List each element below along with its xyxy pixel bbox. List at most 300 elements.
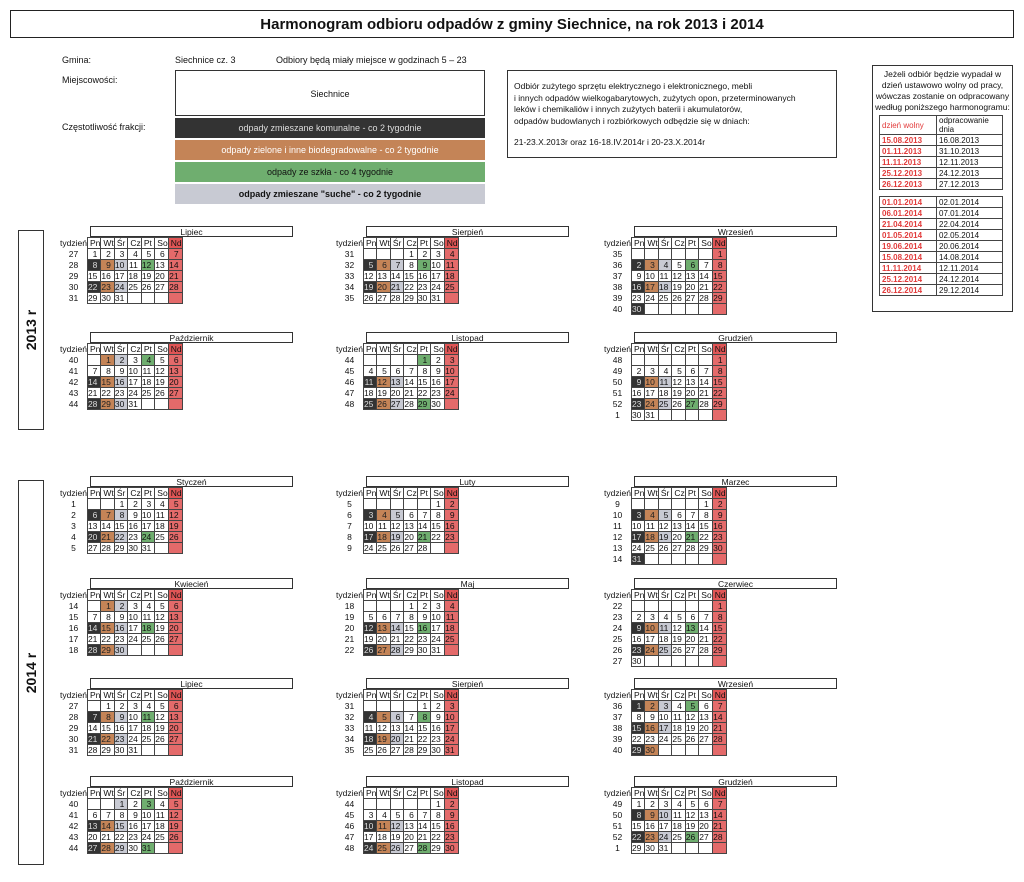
day-cell: 25 xyxy=(444,634,458,645)
day-cell: 23 xyxy=(417,282,430,293)
week-number: 18 xyxy=(344,601,355,611)
day-cell: 10 xyxy=(141,810,154,821)
day-cell: 21 xyxy=(685,532,698,543)
day-cell: 15 xyxy=(101,723,114,734)
month-grid xyxy=(336,343,459,410)
day-cell: 23 xyxy=(444,532,458,543)
day-cell: 19 xyxy=(377,388,390,399)
weekday-label: Pt xyxy=(685,488,698,499)
weekday-label: Pt xyxy=(141,690,154,701)
day-cell: 29 xyxy=(712,399,726,410)
weekday-label: Nd xyxy=(444,788,458,799)
weekday-label: Wt xyxy=(101,690,114,701)
weekday-label: Wt xyxy=(377,788,390,799)
day-cell: 27 xyxy=(699,734,712,745)
day-cell: 15 xyxy=(101,377,114,388)
day-cell: 18 xyxy=(645,532,658,543)
day-cell xyxy=(363,355,376,366)
week-number: 27 xyxy=(68,249,79,259)
day-cell: 4 xyxy=(658,366,671,377)
day-cell: 13 xyxy=(404,821,417,832)
day-cell xyxy=(672,410,685,421)
fraction-bio-bar: odpady zielone i inne biodegradowalne - co 2 tygodnie xyxy=(175,140,485,160)
day-cell: 19 xyxy=(672,282,685,293)
day-cell: 31 xyxy=(141,843,154,854)
weekday-label: Cz xyxy=(672,344,685,355)
day-cell: 16 xyxy=(631,282,644,293)
day-cell: 8 xyxy=(431,810,444,821)
day-cell: 25 xyxy=(658,645,671,656)
week-column-header: tydzień xyxy=(604,788,631,798)
day-cell: 27 xyxy=(155,282,168,293)
month-name: Czerwiec xyxy=(634,578,837,589)
week-row xyxy=(604,601,726,612)
day-cell: 22 xyxy=(712,388,726,399)
day-cell: 18 xyxy=(155,521,168,532)
day-cell: 28 xyxy=(404,745,417,756)
day-cell: 17 xyxy=(444,377,458,388)
holiday-workday: 12.11.2014 xyxy=(937,263,1003,274)
info-line: Odbiór zużytego sprzętu elektrycznego i elektronicznego, mebli xyxy=(514,81,753,91)
week-number: 4 xyxy=(71,532,76,542)
day-cell xyxy=(685,499,698,510)
day-cell: 16 xyxy=(417,271,430,282)
holiday-row xyxy=(880,146,1003,157)
day-cell xyxy=(377,249,390,260)
day-cell: 26 xyxy=(390,543,403,554)
day-cell: 11 xyxy=(658,623,671,634)
gmina-value: Siechnice cz. 3 xyxy=(175,55,236,65)
week-row xyxy=(604,734,726,745)
day-cell: 29 xyxy=(631,843,644,854)
day-cell: 17 xyxy=(363,832,376,843)
holiday-row xyxy=(880,135,1003,146)
weekday-label: Śr xyxy=(658,590,671,601)
day-cell: 3 xyxy=(645,366,658,377)
hours-text: Odbiory będą miały miejsce w godzinach 5 – 23 xyxy=(276,55,467,65)
weekday-header xyxy=(604,238,726,249)
week-row xyxy=(336,521,458,532)
holiday-note: Jeżeli odbiór będzie wypadał w dzień ustawowo wolny od pracy, wówczas zostanie on odpracowany według poniższego harmonogramu: xyxy=(875,69,1010,112)
day-cell: 29 xyxy=(114,843,127,854)
weekday-label: So xyxy=(699,238,712,249)
day-cell: 14 xyxy=(87,623,100,634)
day-cell: 7 xyxy=(699,612,712,623)
day-cell: 3 xyxy=(141,499,154,510)
day-cell xyxy=(699,410,712,421)
day-cell: 13 xyxy=(390,723,403,734)
day-cell: 1 xyxy=(404,601,417,612)
day-cell xyxy=(699,355,712,366)
day-cell xyxy=(363,249,376,260)
week-number: 15 xyxy=(68,612,79,622)
day-cell: 23 xyxy=(431,734,444,745)
weekday-label: So xyxy=(699,690,712,701)
weekday-label: Nd xyxy=(712,344,726,355)
day-cell: 20 xyxy=(685,388,698,399)
day-cell: 22 xyxy=(417,734,430,745)
holiday-day-off: 01.01.2014 xyxy=(880,197,937,208)
week-row xyxy=(604,510,726,521)
weekday-label: Pn xyxy=(631,690,644,701)
day-cell xyxy=(631,499,644,510)
week-number: 41 xyxy=(68,810,79,820)
day-cell xyxy=(645,249,658,260)
day-cell: 23 xyxy=(712,532,726,543)
day-cell xyxy=(658,601,671,612)
day-cell: 25 xyxy=(658,293,671,304)
day-cell: 27 xyxy=(168,634,182,645)
day-cell: 11 xyxy=(141,612,154,623)
day-cell xyxy=(672,745,685,756)
day-cell: 3 xyxy=(431,249,444,260)
week-row xyxy=(604,499,726,510)
week-number: 17 xyxy=(68,634,79,644)
day-cell: 15 xyxy=(712,623,726,634)
day-cell: 16 xyxy=(431,377,444,388)
holiday-day-off: 21.04.2014 xyxy=(880,219,937,230)
day-cell: 26 xyxy=(672,399,685,410)
day-cell xyxy=(631,355,644,366)
day-cell: 30 xyxy=(114,645,127,656)
holiday-day-off: 06.01.2014 xyxy=(880,208,937,219)
week-number: 44 xyxy=(344,799,355,809)
day-cell: 16 xyxy=(444,821,458,832)
day-cell: 2 xyxy=(645,799,658,810)
day-cell: 18 xyxy=(658,282,671,293)
weekday-label: Cz xyxy=(128,690,141,701)
week-row xyxy=(60,623,182,634)
week-row xyxy=(604,623,726,634)
week-number: 42 xyxy=(68,377,79,387)
day-cell: 27 xyxy=(390,399,403,410)
day-cell: 26 xyxy=(168,832,182,843)
week-number: 19 xyxy=(344,612,355,622)
day-cell: 20 xyxy=(699,821,712,832)
day-cell: 12 xyxy=(155,612,168,623)
week-number: 3 xyxy=(71,521,76,531)
day-cell: 19 xyxy=(363,282,376,293)
day-cell xyxy=(658,656,671,667)
week-row xyxy=(604,377,726,388)
day-cell: 30 xyxy=(631,410,644,421)
day-cell: 14 xyxy=(101,521,114,532)
week-column-header: tydzień xyxy=(60,690,87,700)
day-cell: 30 xyxy=(114,399,127,410)
week-number: 12 xyxy=(612,532,623,542)
week-number: 31 xyxy=(344,701,355,711)
day-cell: 25 xyxy=(658,399,671,410)
weekday-header xyxy=(604,488,726,499)
weekday-label: Pn xyxy=(363,690,376,701)
week-row xyxy=(604,843,726,854)
weekday-label: Śr xyxy=(390,590,403,601)
weekday-label: Wt xyxy=(101,590,114,601)
weekday-label: Cz xyxy=(672,488,685,499)
week-row xyxy=(336,601,458,612)
day-cell xyxy=(87,799,100,810)
day-cell xyxy=(390,601,403,612)
day-cell xyxy=(87,701,100,712)
month-name: Sierpień xyxy=(366,678,569,689)
day-cell: 11 xyxy=(363,377,376,388)
week-number: 11 xyxy=(613,521,622,531)
month-grid xyxy=(60,487,183,554)
day-cell xyxy=(168,843,182,854)
day-cell: 7 xyxy=(699,366,712,377)
day-cell: 20 xyxy=(685,634,698,645)
day-cell: 1 xyxy=(87,249,100,260)
weekday-label: Nd xyxy=(168,590,182,601)
day-cell xyxy=(87,355,100,366)
day-cell: 22 xyxy=(431,532,444,543)
day-cell: 13 xyxy=(168,612,182,623)
day-cell: 5 xyxy=(672,260,685,271)
week-row xyxy=(604,612,726,623)
day-cell: 12 xyxy=(377,377,390,388)
weekday-label: Nd xyxy=(444,488,458,499)
year-2014-label: 2014 r xyxy=(18,480,44,865)
week-row xyxy=(336,612,458,623)
weekday-label: Pt xyxy=(141,488,154,499)
day-cell: 15 xyxy=(114,521,127,532)
weekday-label: Wt xyxy=(101,788,114,799)
day-cell: 22 xyxy=(417,388,430,399)
weekday-header xyxy=(336,488,458,499)
day-cell: 14 xyxy=(699,377,712,388)
week-row xyxy=(60,745,182,756)
weekday-label: So xyxy=(431,690,444,701)
day-cell: 26 xyxy=(155,388,168,399)
day-cell: 22 xyxy=(101,634,114,645)
day-cell: 23 xyxy=(431,388,444,399)
day-cell: 28 xyxy=(390,645,403,656)
day-cell: 30 xyxy=(631,304,644,315)
day-cell: 12 xyxy=(168,510,182,521)
day-cell: 2 xyxy=(631,366,644,377)
weekday-header xyxy=(60,238,182,249)
day-cell: 7 xyxy=(101,810,114,821)
day-cell: 4 xyxy=(141,601,154,612)
day-cell: 14 xyxy=(87,377,100,388)
week-column-header: tydzień xyxy=(60,488,87,498)
day-cell: 25 xyxy=(672,832,685,843)
day-cell: 29 xyxy=(404,293,417,304)
month-grid xyxy=(60,589,183,656)
week-row xyxy=(604,260,726,271)
day-cell: 26 xyxy=(363,645,376,656)
month-grid xyxy=(604,589,727,667)
day-cell xyxy=(645,601,658,612)
day-cell: 8 xyxy=(404,260,417,271)
day-cell: 6 xyxy=(377,612,390,623)
week-row xyxy=(60,521,182,532)
day-cell xyxy=(631,249,644,260)
day-cell: 9 xyxy=(128,810,141,821)
day-cell xyxy=(141,293,154,304)
day-cell: 15 xyxy=(631,821,644,832)
day-cell: 24 xyxy=(631,543,644,554)
day-cell: 13 xyxy=(672,521,685,532)
day-cell: 23 xyxy=(417,634,430,645)
weekday-label: Cz xyxy=(672,238,685,249)
month-name: Lipiec xyxy=(90,226,293,237)
day-cell: 5 xyxy=(363,612,376,623)
day-cell: 26 xyxy=(685,832,698,843)
day-cell: 27 xyxy=(87,843,100,854)
weekday-label: Pn xyxy=(87,488,100,499)
weekday-header xyxy=(60,488,182,499)
day-cell xyxy=(712,843,726,854)
weekday-label: Pt xyxy=(141,590,154,601)
holiday-row xyxy=(880,116,1003,135)
day-cell xyxy=(377,601,390,612)
week-number: 20 xyxy=(344,623,355,633)
day-cell: 4 xyxy=(155,499,168,510)
week-row xyxy=(336,293,458,304)
holiday-day-off: 25.12.2014 xyxy=(880,274,937,285)
day-cell: 31 xyxy=(128,745,141,756)
day-cell xyxy=(712,410,726,421)
day-cell: 17 xyxy=(631,532,644,543)
day-cell: 24 xyxy=(128,734,141,745)
day-cell: 10 xyxy=(128,712,141,723)
week-row xyxy=(336,510,458,521)
day-cell: 19 xyxy=(685,723,698,734)
day-cell: 24 xyxy=(444,388,458,399)
day-cell: 13 xyxy=(87,821,100,832)
day-cell: 17 xyxy=(128,377,141,388)
day-cell: 22 xyxy=(101,734,114,745)
weekday-label: Cz xyxy=(404,488,417,499)
day-cell: 1 xyxy=(114,499,127,510)
day-cell: 8 xyxy=(114,510,127,521)
day-cell: 25 xyxy=(141,634,154,645)
day-cell: 24 xyxy=(363,543,376,554)
holiday-workday: 12.11.2013 xyxy=(937,157,1003,168)
day-cell: 15 xyxy=(431,821,444,832)
week-number: 31 xyxy=(68,293,79,303)
day-cell: 22 xyxy=(631,832,644,843)
day-cell: 11 xyxy=(377,521,390,532)
day-cell: 19 xyxy=(155,723,168,734)
week-row xyxy=(604,832,726,843)
day-cell: 14 xyxy=(390,271,403,282)
day-cell: 17 xyxy=(645,388,658,399)
week-number: 49 xyxy=(612,799,623,809)
day-cell xyxy=(631,601,644,612)
week-number: 5 xyxy=(71,543,76,553)
weekday-label: Nd xyxy=(712,788,726,799)
day-cell: 20 xyxy=(390,388,403,399)
day-cell: 31 xyxy=(631,554,644,565)
day-cell: 30 xyxy=(431,745,444,756)
day-cell: 17 xyxy=(141,521,154,532)
day-cell: 22 xyxy=(699,532,712,543)
weekday-header xyxy=(336,590,458,601)
day-cell: 26 xyxy=(155,734,168,745)
weekday-label: Cz xyxy=(128,488,141,499)
day-cell: 27 xyxy=(87,543,100,554)
day-cell xyxy=(699,656,712,667)
weekday-label: So xyxy=(155,690,168,701)
day-cell: 2 xyxy=(417,601,430,612)
day-cell: 24 xyxy=(431,282,444,293)
day-cell: 4 xyxy=(141,701,154,712)
day-cell: 7 xyxy=(685,510,698,521)
day-cell: 9 xyxy=(417,612,430,623)
week-number: 45 xyxy=(344,810,355,820)
day-cell: 1 xyxy=(101,701,114,712)
day-cell: 6 xyxy=(390,712,403,723)
day-cell xyxy=(431,543,444,554)
day-cell: 12 xyxy=(672,271,685,282)
day-cell: 5 xyxy=(155,601,168,612)
day-cell: 31 xyxy=(128,399,141,410)
day-cell: 6 xyxy=(390,366,403,377)
day-cell xyxy=(672,656,685,667)
day-cell: 5 xyxy=(155,701,168,712)
day-cell: 28 xyxy=(87,745,100,756)
day-cell: 16 xyxy=(417,623,430,634)
day-cell: 24 xyxy=(141,832,154,843)
week-number: 40 xyxy=(68,799,79,809)
day-cell xyxy=(658,745,671,756)
day-cell xyxy=(168,399,182,410)
week-row xyxy=(336,366,458,377)
day-cell: 13 xyxy=(685,623,698,634)
day-cell: 3 xyxy=(658,701,671,712)
day-cell: 13 xyxy=(404,521,417,532)
week-number: 52 xyxy=(612,832,623,842)
day-cell: 28 xyxy=(699,399,712,410)
day-cell xyxy=(685,410,698,421)
week-number: 31 xyxy=(344,249,355,259)
day-cell: 19 xyxy=(363,634,376,645)
weekday-label: Cz xyxy=(672,788,685,799)
month-name: Wrzesień xyxy=(634,678,837,689)
week-number: 24 xyxy=(612,623,623,633)
day-cell: 12 xyxy=(390,821,403,832)
month-grid xyxy=(336,689,459,756)
day-cell: 13 xyxy=(155,260,168,271)
day-cell: 16 xyxy=(128,521,141,532)
weekday-label: Śr xyxy=(114,590,127,601)
day-cell: 1 xyxy=(712,249,726,260)
week-number: 35 xyxy=(344,745,355,755)
week-row xyxy=(60,260,182,271)
day-cell xyxy=(128,293,141,304)
holiday-workday: 29.12.2014 xyxy=(937,285,1003,296)
day-cell: 18 xyxy=(658,388,671,399)
day-cell: 15 xyxy=(417,377,430,388)
weekday-label: Wt xyxy=(377,344,390,355)
day-cell: 5 xyxy=(390,510,403,521)
weekday-label: Pt xyxy=(417,344,430,355)
day-cell xyxy=(155,399,168,410)
day-cell: 6 xyxy=(685,260,698,271)
holiday-workday: 02.01.2014 xyxy=(937,197,1003,208)
day-cell: 13 xyxy=(87,521,100,532)
weekday-label: Nd xyxy=(168,344,182,355)
day-cell: 4 xyxy=(128,249,141,260)
day-cell: 2 xyxy=(444,799,458,810)
week-column-header: tydzień xyxy=(604,344,631,354)
day-cell: 14 xyxy=(699,623,712,634)
day-cell xyxy=(390,701,403,712)
day-cell: 13 xyxy=(377,623,390,634)
weekday-label: So xyxy=(155,788,168,799)
